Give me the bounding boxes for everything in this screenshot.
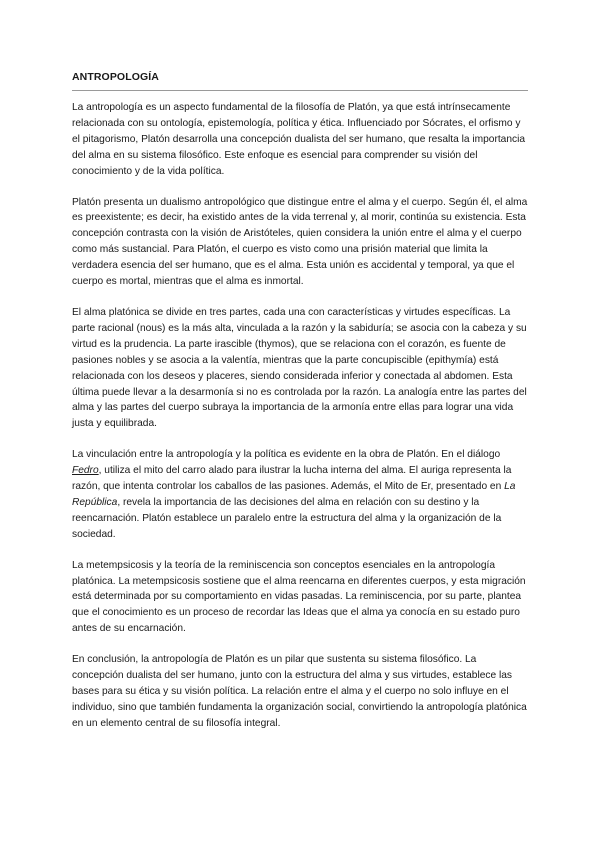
document-title: ANTROPOLOGÍA	[72, 71, 159, 83]
paragraph-1	[72, 100, 528, 180]
paragraph-text: La metempsicosis y la teoría de la reminiscencia son conceptos esenciales en la antropología platónica. La metempsicosis sostiene que el alma reencarna en diferentes cuerpos, y esta migración está determinada por su comportamiento en vidas pasadas. La reminiscencia, por su parte, plantea que el conocimiento es un proceso de recordar las Ideas que el alma ya conocía en su estado puro antes de su encarnación.	[72, 559, 526, 635]
paragraph-2	[72, 195, 528, 290]
document-page	[72, 70, 528, 747]
paragraph-text: , revela la importancia de las decisiones del alma en relación con su destino y la reencarnación. Platón establece un paralelo entre la estructura del alma y la organización de la sociedad.	[72, 496, 502, 540]
work-title: Fedro	[72, 465, 99, 477]
paragraph-text: La vinculación entre la antropología y la política es evidente en la obra de Platón. En el diálogo	[72, 449, 501, 461]
paragraph-text: , utiliza el mito del carro alado para ilustrar la lucha interna del alma. El auriga representa la razón, que intenta controlar los caballos de las pasiones. Además, el Mito de Er, presentado en	[72, 465, 512, 493]
paragraph-4	[72, 447, 528, 542]
paragraph-3	[72, 305, 528, 432]
paragraph-text: En conclusión, la antropología de Platón es un pilar que sustenta su sistema filosófico. La concepción dualista del ser humano, junto con la estructura del alma y sus virtudes, establece las bases para su ética y su visión política. La relación entre el alma y el cuerpo no solo influye en el individuo, sino que también fundamenta la organización social, convirtiendo la antropología platónica en un elemento central de su filosofía integral.	[72, 654, 527, 729]
document-body	[72, 100, 528, 732]
paragraph-5	[72, 558, 528, 638]
paragraph-text: La antropología es un aspecto fundamental de la filosofía de Platón, ya que está intrínsecamente relacionada con su ontología, epistemología, política y ética. Influenciado por Sócrates, el orfismo y el pitagorismo, Platón desarrolla una concepción dualista del ser humano, que resalta la importancia del alma en su sistema filosófico. Este enfoque es esencial para comprender su visión del conocimiento y de la vida política.	[72, 102, 526, 177]
title-divider	[72, 90, 528, 91]
paragraph-6	[72, 652, 528, 732]
paragraph-text: El alma platónica se divide en tres partes, cada una con características y virtudes específicas. La parte racional (nous) es la más alta, vinculada a la razón y la sabiduría; se asocia con la cabeza y su virtud es la prudencia. La parte irascible (thymos), que se relaciona con el corazón, es fuente de pasiones nobles y se asocia a la valentía, mientras que la parte concupiscible (epithymía) está relacionada con los deseos y placeres, siendo considerada inferior y conectada al abdomen. Esta última puede llevar a la desarmonía si no es controlada por la razón. La analogía entre las partes del alma y las partes del cuerpo subraya la importancia de la armonía entre ellas para lograr una vida justa y equilibrada.	[72, 306, 527, 430]
paragraph-text: Platón presenta un dualismo antropológico que distingue entre el alma y el cuerpo. Según él, el alma es preexistente; es decir, ha existido antes de la vida terrenal y, al morir, continúa su existencia. Esta concepción contrasta con la visión de Aristóteles, quien considera la unión entre el alma y el cuerpo como más sustancial. Para Platón, el cuerpo es visto como una prisión material que limita la verdadera esencia del ser humano, que es el alma. Esta unión es accidental y temporal, ya que el cuerpo es mortal, mientras que el alma es inmortal.	[72, 196, 528, 288]
work-title: La República	[72, 481, 516, 508]
